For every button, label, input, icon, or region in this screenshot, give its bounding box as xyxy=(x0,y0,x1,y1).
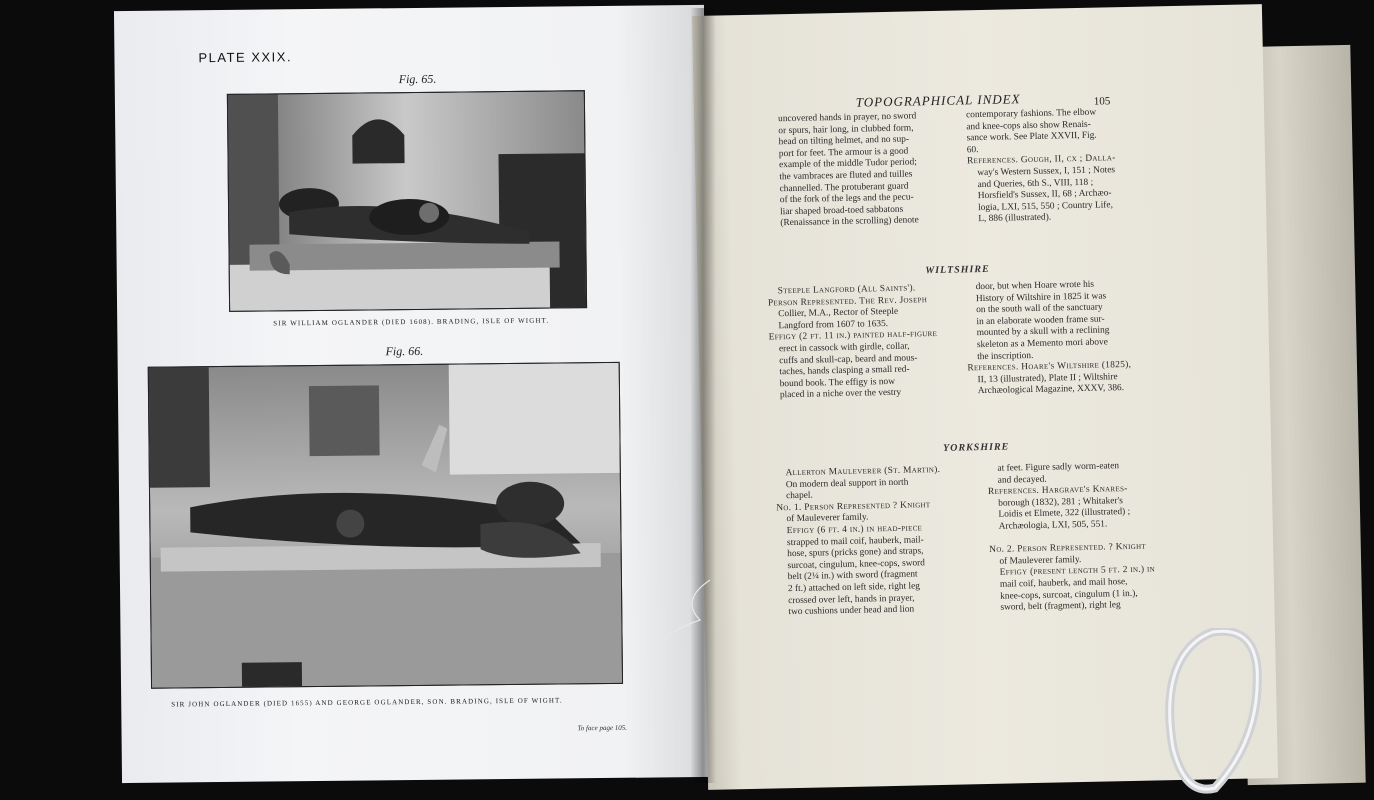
text-line: II, 13 (illustrated), Plate II ; Wiltshire xyxy=(977,371,1118,385)
text-line: of Mauleverer family. xyxy=(786,512,869,525)
text-line: Archæologia, LXI, 505, 551. xyxy=(998,519,1108,532)
text-line: logia, LXI, 515, 550 ; Country Life, xyxy=(977,200,1114,213)
thread-icon xyxy=(640,560,720,660)
text-line: chapel. xyxy=(785,490,813,502)
text-line: or spurs, hair long, in clubbed form, xyxy=(778,123,914,136)
text-line: head on tilting helmet, and no sup- xyxy=(778,134,910,148)
text-line: knee-cops, surcoat, cingulum (1 in.), xyxy=(1000,588,1138,602)
wiltshire-column-1 xyxy=(768,283,960,403)
text-line: strapped to mail coif, hauberk, mail- xyxy=(786,534,924,548)
page-number: 105 xyxy=(1093,95,1111,108)
text-line: taches, hands clasping a small red- xyxy=(779,364,910,378)
text-line: sword, belt (fragment), right leg xyxy=(1000,600,1121,613)
fig66-label: Fig. 66. xyxy=(385,343,424,359)
text-line: Steeple Langford (All Saints'). xyxy=(777,283,916,297)
wiltshire-heading: WILTSHIRE xyxy=(925,263,990,277)
top-column-1 xyxy=(778,111,960,231)
text-line: References. Hargrave's Knares- xyxy=(987,484,1128,498)
yorkshire-column-1 xyxy=(775,464,978,619)
text-line: surcoat, cingulum, knee-cops, sword xyxy=(787,558,926,571)
text-line: in an elaborate wooden frame sur- xyxy=(976,314,1105,327)
fig65-caption: SIR WILLIAM OGLANDER (DIED 1608). BRADING, ISLE OF WIGHT. xyxy=(273,316,550,328)
plate-title: PLATE XXIX. xyxy=(198,49,293,66)
text-line: Horsfield's Sussex, II, 68 ; Archæo- xyxy=(977,188,1112,202)
fig65-photo xyxy=(227,90,587,312)
text-line: crossed over left, hands in prayer, xyxy=(788,593,915,606)
fig66-photo xyxy=(148,362,623,689)
text-line: 60. xyxy=(966,144,979,156)
text-line: example of the middle Tudor period; xyxy=(779,157,917,171)
text-line: erect in cassock with girdle, collar, xyxy=(778,341,910,355)
text-line: port for feet. The armour is a good xyxy=(778,146,909,160)
text-line: Effigy (present length 5 ft. 2 in.) in xyxy=(999,564,1156,579)
text-line: Person Represented. The Rev. Joseph xyxy=(767,294,928,309)
text-line: Langford from 1607 to 1635. xyxy=(778,318,889,332)
text-line: References. Gough, II, cx ; Dalla- xyxy=(966,153,1116,167)
top-column-2 xyxy=(966,107,1148,227)
text-line: placed in a niche over the vestry xyxy=(779,388,902,401)
text-line: borough (1832), 281 ; Whitaker's xyxy=(998,495,1123,509)
text-line: at feet. Figure sadly worm-eaten xyxy=(997,461,1120,474)
text-line: liar shaped broad-toed sabbatons xyxy=(779,204,904,217)
text-line: and Queries, 6th S., VIII, 118 ; xyxy=(977,177,1094,190)
text-line: two cushions under head and lion xyxy=(788,604,915,618)
text-line: the vambraces are fluted and tuilles xyxy=(779,169,913,183)
text-line: on the south wall of the sanctuary xyxy=(976,302,1103,316)
fig66-caption: SIR JOHN OGLANDER (DIED 1655) AND GEORGE OGLANDER, SON. BRADING, ISLE OF WIGHT. xyxy=(171,696,563,709)
text-line: History of Wiltshire in 1825 it was xyxy=(975,291,1107,304)
yorkshire-heading: YORKSHIRE xyxy=(942,441,1010,454)
text-line: 2 ft.) attached on left side, right leg xyxy=(787,581,921,595)
effigy-photo-image xyxy=(149,363,622,688)
effigy-photo-image xyxy=(228,91,586,311)
text-line: mounted by a skull with a reclining xyxy=(976,325,1110,339)
text-line: cuffs and skull-cap, beard and mous- xyxy=(779,352,918,366)
text-line: On modern deal support in north xyxy=(785,477,909,490)
fig65-label: Fig. 65. xyxy=(398,71,437,87)
text-line: of the fork of the legs and the pecu- xyxy=(779,192,914,206)
wiltshire-column-2 xyxy=(966,278,1163,398)
text-line: hose, spurs (pricks gone) and straps, xyxy=(787,546,924,560)
text-line: sance work. See Plate XXVII, Fig. xyxy=(966,130,1097,144)
text-line: of Mauleverer family. xyxy=(999,554,1082,567)
text-line: References. Hoare's Wiltshire (1825), xyxy=(967,360,1132,374)
book-gutter xyxy=(690,8,716,783)
text-line: belt (2¼ in.) with sword (fragment xyxy=(787,569,918,583)
text-line: channelled. The protuberant guard xyxy=(779,181,909,194)
text-line: mail coif, hauberk, and mail hose, xyxy=(999,576,1128,590)
text-line: No. 2. Person Represented. ? Knight xyxy=(989,541,1147,556)
text-line: Effigy (6 ft. 4 in.) in head-piece xyxy=(786,523,923,537)
text-line: Loidis et Elmete, 322 (illustrated) ; xyxy=(998,507,1131,521)
left-page xyxy=(114,5,712,783)
text-line: (Renaissance in the scrolling) denote xyxy=(780,215,919,229)
text-line: and decayed. xyxy=(997,474,1047,486)
text-line: Archæological Magazine, XXXV, 386. xyxy=(977,383,1125,397)
text-line: door, but when Hoare wrote his xyxy=(975,279,1095,293)
text-line: No. 1. Person Represented ? Knight xyxy=(776,499,931,514)
text-line: way's Western Sussex, I, 151 ; Notes xyxy=(977,165,1116,179)
text-line: Allerton Mauleverer (St. Martin). xyxy=(785,464,941,479)
text-line: contemporary fashions. The elbow xyxy=(965,107,1097,121)
text-line: uncovered hands in prayer, no sword xyxy=(778,111,917,125)
text-line: Collier, M.A., Rector of Steeple xyxy=(778,306,899,320)
text-line: L, 886 (illustrated). xyxy=(978,212,1052,225)
text-line: bound book. The effigy is now xyxy=(779,376,896,390)
text-line: Effigy (2 ft. 11 in.) painted half-figure xyxy=(768,329,938,343)
text-line: and knee-cops also show Renais- xyxy=(966,119,1091,132)
text-line: skeleton as a Memento mori above xyxy=(976,337,1108,351)
to-face-note: To face page 105. xyxy=(577,723,628,733)
text-line: the inscription. xyxy=(977,350,1034,362)
index-title: TOPOGRAPHICAL INDEX xyxy=(855,91,1021,110)
bookmark-ribbon-icon xyxy=(1155,628,1265,798)
yorkshire-column-2 xyxy=(987,460,1180,615)
